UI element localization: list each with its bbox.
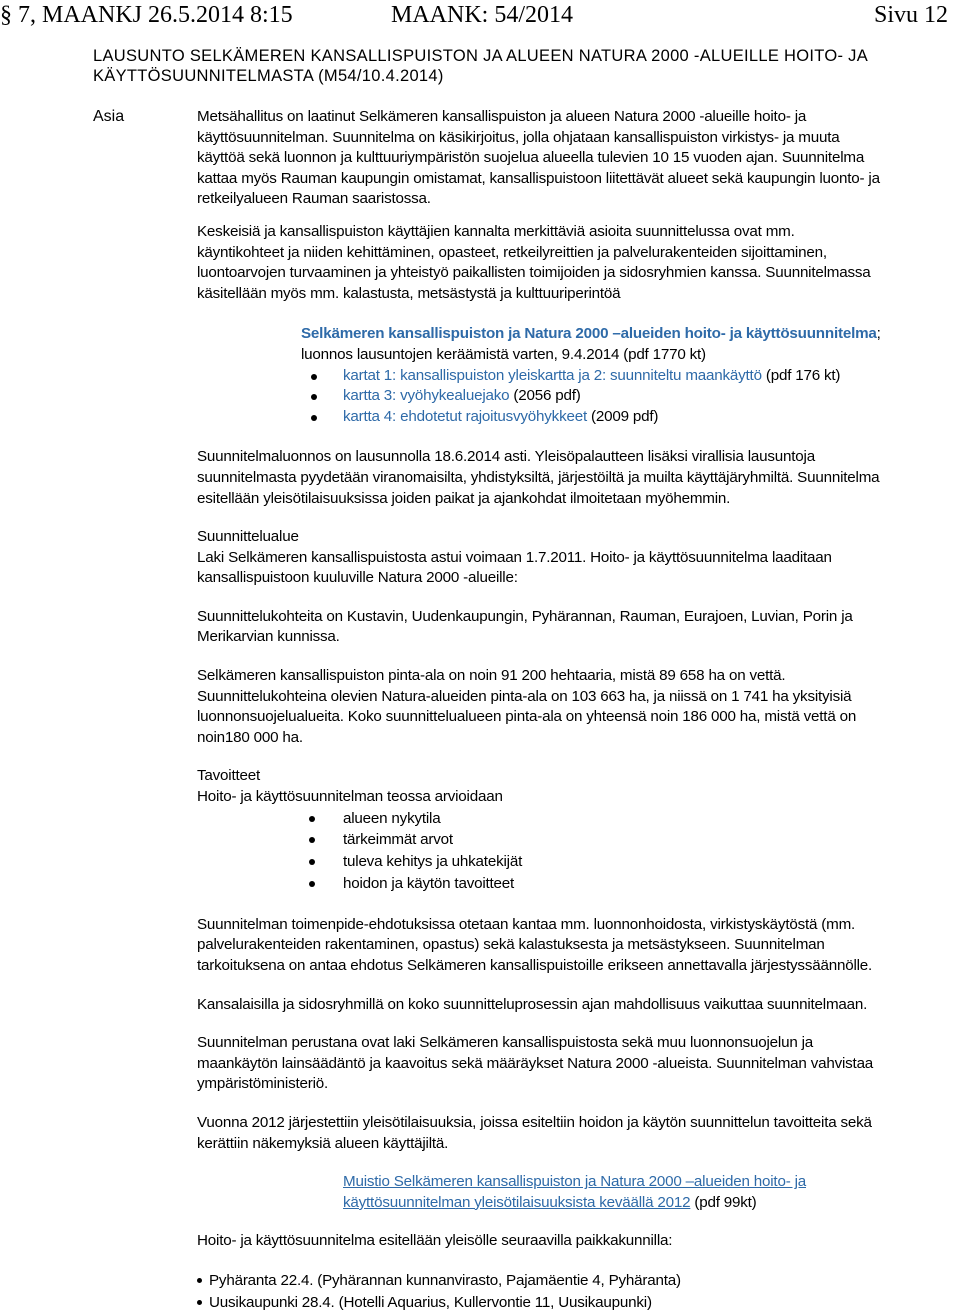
- map-file-size: (2056 pdf): [509, 387, 581, 405]
- list-item: [305, 851, 885, 873]
- document-title-line-2: KÄYTTÖSUUNNITELMASTA (M54/10.4.2014): [93, 67, 444, 85]
- memo-link-line: [343, 1172, 885, 1213]
- list-item: [305, 829, 885, 851]
- plan-link-line: [301, 324, 885, 365]
- page-header: [0, 2, 960, 38]
- comment-period-paragraph: Suunnitelmaluonnos on lausunnolla 18.6.2014 asti. Yleisöpalautteen lisäksi virallisia lausuntoja suunnitelmasta pyydetään viranomaisilta, yhdistyksiltä, järjestöiltä ja muilta käyttäjäryhmiltä. Suunnitelma esitellään yleisötilaisuuksissa joiden paikat ja ajankohdat ilmoitetaan myöhemmin.: [197, 448, 880, 507]
- intro-paragraph-2: Keskeisiä ja kansallispuiston käyttäjien kannalta merkittäviä asioita suunnittelussa ovat mm. käyntikohteet ja niiden kehittäminen, opasteet, retkeilyreittien ja palvelurakenteiden sijoittaminen, luontoarvojen turvaaminen ja yhteistyö paikallisten toimijoiden ja sidosryhmien kanssa. Suunnitelmassa käsitellään myös mm. kalastusta, metsästystä ja kulttuuriperintöä: [197, 222, 871, 302]
- document-title-line-1: LAUSUNTO SELKÄMEREN KANSALLISPUISTON JA ALUEEN NATURA 2000 -ALUEILLE HOITO- JA: [93, 47, 869, 65]
- plan-draft-link[interactable]: Selkämeren kansallispuiston ja Natura 2000 –alueiden hoito- ja käyttösuunnitelma: [301, 325, 877, 343]
- memo-file-size: (pdf 99kt): [690, 1193, 757, 1211]
- map-file-size: (pdf 176 kt): [761, 366, 841, 384]
- events-2012-paragraph: Vuonna 2012 järjestettiin yleisötilaisuuksia, joissa esiteltiin hoidon ja käytön suunnittelun tavoitteita sekä kerättiin näkemyksiä alueen käyttäjiltä.: [197, 1113, 872, 1152]
- list-item: [301, 366, 885, 387]
- planning-area-heading: Suunnittelualue: [197, 528, 299, 546]
- goal-item: hoidon ja käytön tavoitteet: [343, 875, 515, 893]
- map-link[interactable]: kartta 4: ehdotetut rajoitusvyöhykkeet: [343, 407, 587, 425]
- asia-label: Asia: [93, 108, 125, 125]
- list-item: [197, 1270, 885, 1292]
- list-item: [301, 386, 885, 407]
- venue-item: Uusikaupunki 28.4. (Hotelli Aquarius, Kullervontie 11, Uusikaupunki): [209, 1293, 652, 1311]
- bullet-icon: [311, 415, 317, 421]
- plan-draft-details: ; luonnos lausuntojen keräämistä varten, 9.4.2014 (pdf 1770 kt): [301, 325, 881, 363]
- area-size-paragraph: Selkämeren kansallispuiston pinta-ala on noin 91 200 hehtaaria, mistä 89 658 ha on vettä. Suunnittelukohteina olevien Natura-alueiden pinta-ala on 103 663 ha, ja niissä on 1 741 ha yksityisiä luonnonsuojelualueita. Koko suunnittelualueen pinta-ala on yhteensä noin 186 000 ha, mistä vettä on noin180 000 ha.: [197, 667, 857, 746]
- page-number: Sivu 12: [873, 2, 948, 28]
- bullet-icon: [309, 837, 315, 843]
- municipalities-paragraph: Suunnittelukohteita on Kustavin, Uudenkaupungin, Pyhärannan, Rauman, Eurajoen, Luvian, Porin ja Merikarvian kunnissa.: [197, 607, 853, 646]
- bullet-icon: [309, 881, 315, 887]
- goal-item: tärkeimmät arvot: [343, 831, 453, 849]
- document-title: [93, 46, 923, 86]
- bullet-icon: [309, 859, 315, 865]
- goal-item: alueen nykytila: [343, 809, 441, 827]
- goals-heading: Tavoitteet: [197, 767, 261, 785]
- venues-intro: Hoito- ja käyttösuunnitelma esitellään yleisölle seuraavilla paikkakunnilla:: [197, 1232, 673, 1250]
- bullet-icon: [311, 374, 317, 380]
- map-link[interactable]: kartat 1: kansallispuiston yleiskartta ja 2: suunniteltu maankäyttö: [343, 366, 762, 384]
- bullet-icon: [311, 394, 317, 400]
- map-list: [301, 366, 885, 428]
- list-item: [301, 407, 885, 428]
- venue-item: Pyhäranta 22.4. (Pyhärannan kunnanvirasto, Pajamäentie 4, Pyhäranta): [209, 1271, 681, 1289]
- list-item: [305, 808, 885, 830]
- case-code: MAANK: 54/2014: [391, 2, 574, 28]
- goals-intro: Hoito- ja käyttösuunnitelman teossa arvioidaan: [197, 788, 503, 806]
- measures-paragraph: Suunnitelman toimenpide-ehdotuksissa otetaan kantaa mm. luonnonhoidosta, virkistyskäytöstä (mm. palvelurakenteiden rakentaminen, opastus) sekä kalastuksesta ja metsästykseen. Suunnitelman tarkoituksena on antaa ehdotus Selkämeren kansallispuistoille erikseen annettavalla järjestyssäännölle.: [197, 915, 873, 974]
- goal-item: tuleva kehitys ja uhkatekijät: [343, 853, 523, 871]
- bullet-icon: [197, 1300, 202, 1305]
- bullet-icon: [309, 816, 315, 822]
- intro-paragraph-1: Metsähallitus on laatinut Selkämeren kansallispuiston ja alueen Natura 2000 -alueille hoito- ja käyttösuunnitelman. Suunnitelma on käsikirjoitus, jolla ohjataan kansallispuiston virkistys- ja muuta käyttöä sekä luonnon ja kulttuuriympäristön suojelua alueella tulevien 10 15 vuoden ajan. Suunnitelma kattaa myös Rauman kaupungin omistamat, kansallispuistoon liitettävät alueet sekä kaupungin luonto- ja retkeilyalueen Rauman saaristossa.: [197, 108, 880, 208]
- venues-list: [197, 1270, 885, 1314]
- memo-link[interactable]: Muistio Selkämeren kansallispuiston ja Natura 2000 –alueiden hoito- ja käyttösuunnitelman yleisötilaisuuksista keväällä 2012: [343, 1173, 806, 1211]
- participation-paragraph: Kansalaisilla ja sidosryhmillä on koko suunnitteluprosessin ajan mahdollisuus vaikuttaa suunnitelmaan.: [197, 995, 868, 1013]
- attachments-block: [301, 324, 885, 427]
- map-link[interactable]: kartta 3: vyöhykealuejako: [343, 387, 510, 405]
- map-file-size: (2009 pdf): [586, 407, 659, 425]
- bullet-icon: [197, 1278, 202, 1283]
- goals-list: [305, 808, 885, 895]
- list-item: [305, 873, 885, 895]
- document-body: [197, 107, 885, 1314]
- meeting-reference: § 7, MAANKJ 26.5.2014 8:15: [0, 2, 293, 28]
- planning-area-paragraph: Laki Selkämeren kansallispuistosta astui voimaan 1.7.2011. Hoito- ja käyttösuunnitelma laaditaan kansallispuistoon kuuluville Natura 2000 -alueille:: [197, 548, 832, 587]
- legal-basis-paragraph: Suunnitelman perustana ovat laki Selkämeren kansallispuistosta sekä muu luonnonsuojelun ja maankäytön lainsäädäntö ja kaavoitus sekä määräykset Natura 2000 -alueista. Suunnitelman vahvistaa ympäristöministeriö.: [197, 1034, 874, 1093]
